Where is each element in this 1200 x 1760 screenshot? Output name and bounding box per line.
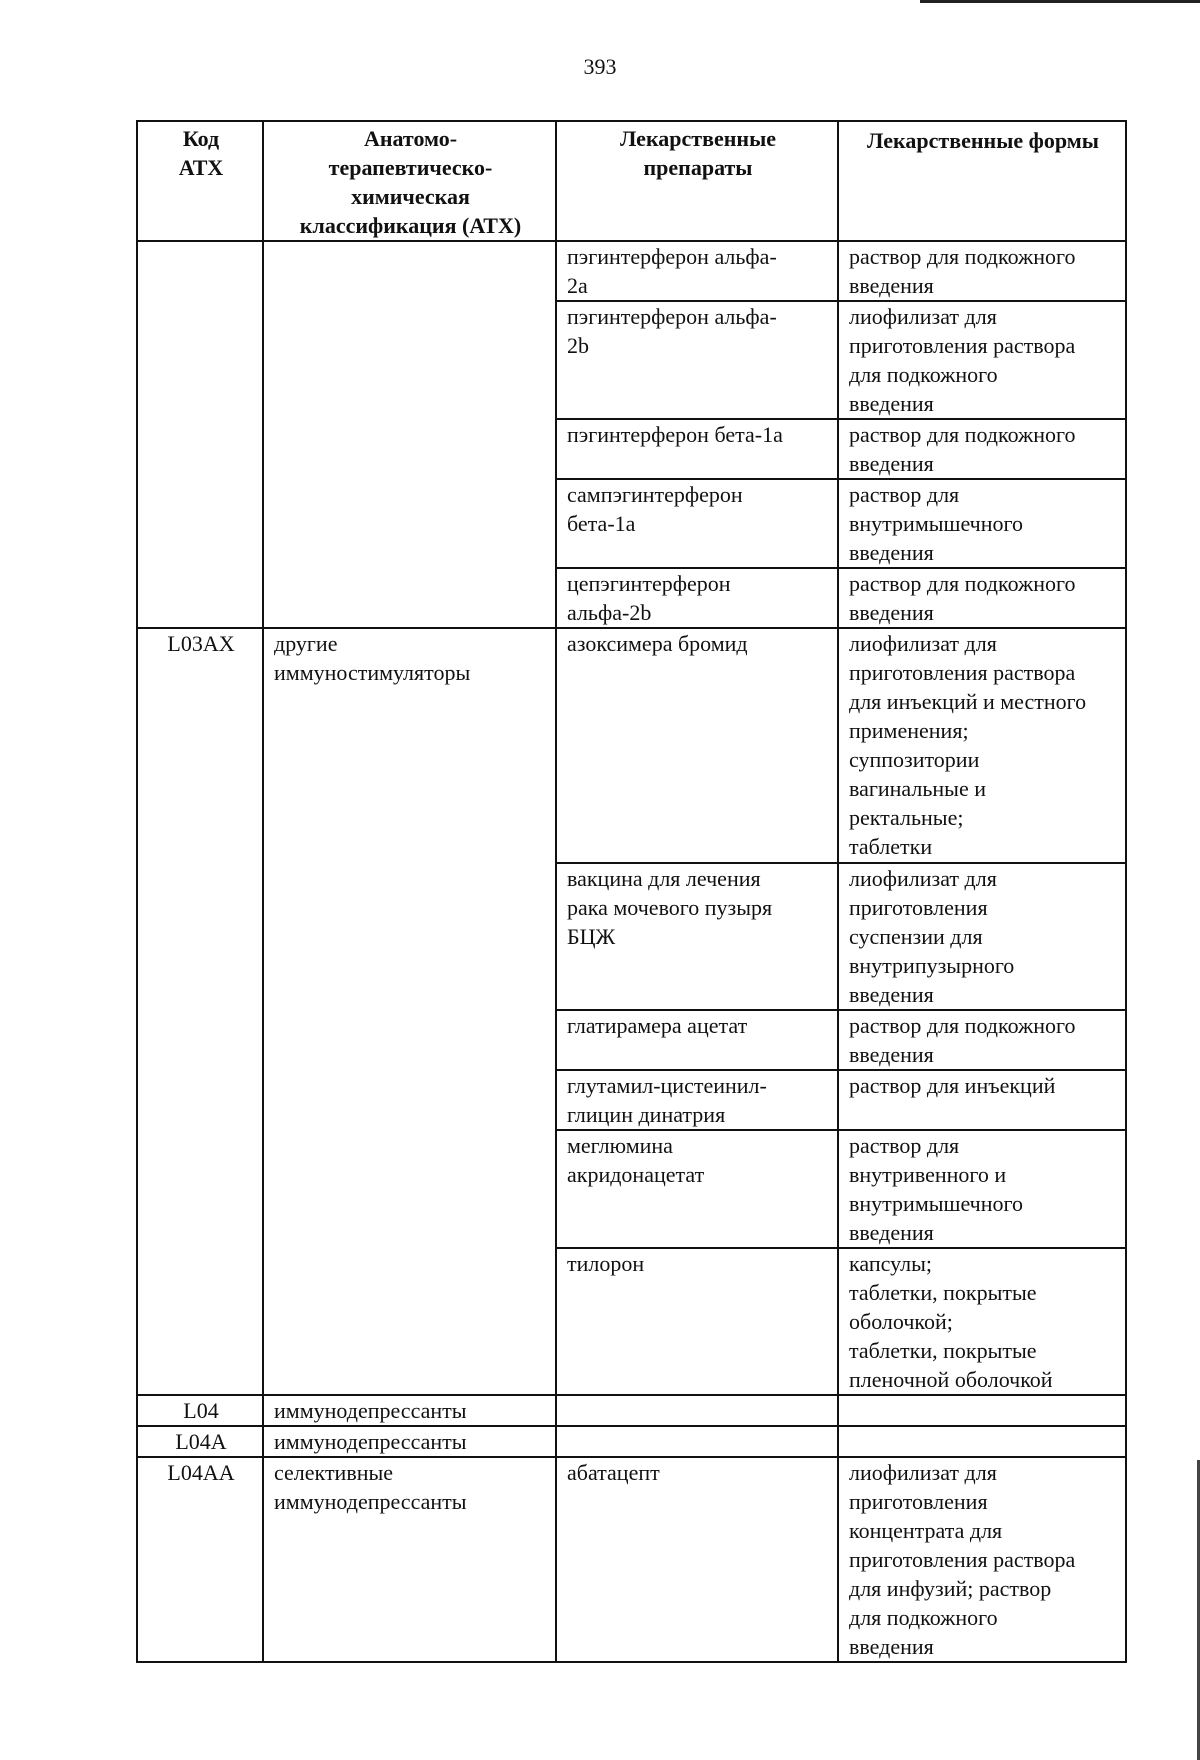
form-cell: раствор для внутривенного и внутримышечного введения bbox=[838, 1130, 1126, 1248]
drug-cell: азоксимера бромид bbox=[556, 628, 838, 863]
classification-cell-empty bbox=[263, 241, 556, 628]
code-cell: L04 bbox=[137, 1395, 263, 1426]
form-cell: раствор для подкожного введения bbox=[838, 1010, 1126, 1070]
form-cell: раствор для подкожного введения bbox=[838, 568, 1126, 628]
drug-cell: вакцина для лечения рака мочевого пузыря БЦЖ bbox=[556, 863, 838, 1010]
drug-cell: меглюмина акридонацетат bbox=[556, 1130, 838, 1248]
drug-cell: глатирамера ацетат bbox=[556, 1010, 838, 1070]
table-row bbox=[137, 1395, 1126, 1426]
drug-cell bbox=[556, 1426, 838, 1457]
form-cell: лиофилизат для приготовления раствора для подкожного введения bbox=[838, 301, 1126, 419]
code-cell: L03AX bbox=[137, 628, 263, 1395]
table-row bbox=[137, 1426, 1126, 1457]
drug-cell: цепэгинтерферон альфа-2b bbox=[556, 568, 838, 628]
form-cell: раствор для подкожного введения bbox=[838, 241, 1126, 301]
table-row bbox=[137, 241, 1126, 301]
form-cell bbox=[838, 1426, 1126, 1457]
drug-cell bbox=[556, 1395, 838, 1426]
classification-cell: иммунодепрессанты bbox=[263, 1395, 556, 1426]
form-cell: раствор для инъекций bbox=[838, 1070, 1126, 1130]
form-cell: раствор для подкожного введения bbox=[838, 419, 1126, 479]
classification-cell: иммунодепрессанты bbox=[263, 1426, 556, 1457]
form-cell: лиофилизат для приготовления раствора для инъекций и местного применения; суппозитории вагинальные и ректальные; таблетки bbox=[838, 628, 1126, 863]
form-cell: раствор для внутримышечного введения bbox=[838, 479, 1126, 568]
drug-cell: пэгинтерферон альфа- 2a bbox=[556, 241, 838, 301]
drug-cell: пэгинтерферон альфа- 2b bbox=[556, 301, 838, 419]
atc-drug-table bbox=[136, 120, 1127, 1663]
code-cell-empty bbox=[137, 241, 263, 628]
page-number: 393 bbox=[583, 54, 617, 79]
form-cell: лиофилизат для приготовления концентрата для приготовления раствора для инфузий; раствор для подкожного введения bbox=[838, 1457, 1126, 1662]
table-header-row bbox=[137, 121, 1126, 241]
drug-cell: абатацепт bbox=[556, 1457, 838, 1662]
drug-cell: пэгинтерферон бета-1a bbox=[556, 419, 838, 479]
table-row bbox=[137, 628, 1126, 863]
header-classification: Анатомо- терапевтическо- химическая классификация (АТХ) bbox=[263, 121, 556, 241]
header-forms: Лекарственные формы bbox=[838, 121, 1126, 241]
drug-cell: сампэгинтерферон бета-1a bbox=[556, 479, 838, 568]
code-cell: L04A bbox=[137, 1426, 263, 1457]
form-cell: капсулы; таблетки, покрытые оболочкой; таблетки, покрытые пленочной оболочкой bbox=[838, 1248, 1126, 1395]
form-cell bbox=[838, 1395, 1126, 1426]
code-cell: L04AA bbox=[137, 1457, 263, 1662]
classification-cell: другие иммуностимуляторы bbox=[263, 628, 556, 1395]
table-row bbox=[137, 1457, 1126, 1662]
header-drugs: Лекарственные препараты bbox=[556, 121, 838, 241]
scan-edge-top bbox=[920, 0, 1200, 3]
form-cell: лиофилизат для приготовления суспензии для внутрипузырного введения bbox=[838, 863, 1126, 1010]
drug-cell: тилорон bbox=[556, 1248, 838, 1395]
drug-cell: глутамил-цистеинил- глицин динатрия bbox=[556, 1070, 838, 1130]
classification-cell: селективные иммунодепрессанты bbox=[263, 1457, 556, 1662]
header-code: Код АТХ bbox=[137, 121, 263, 241]
